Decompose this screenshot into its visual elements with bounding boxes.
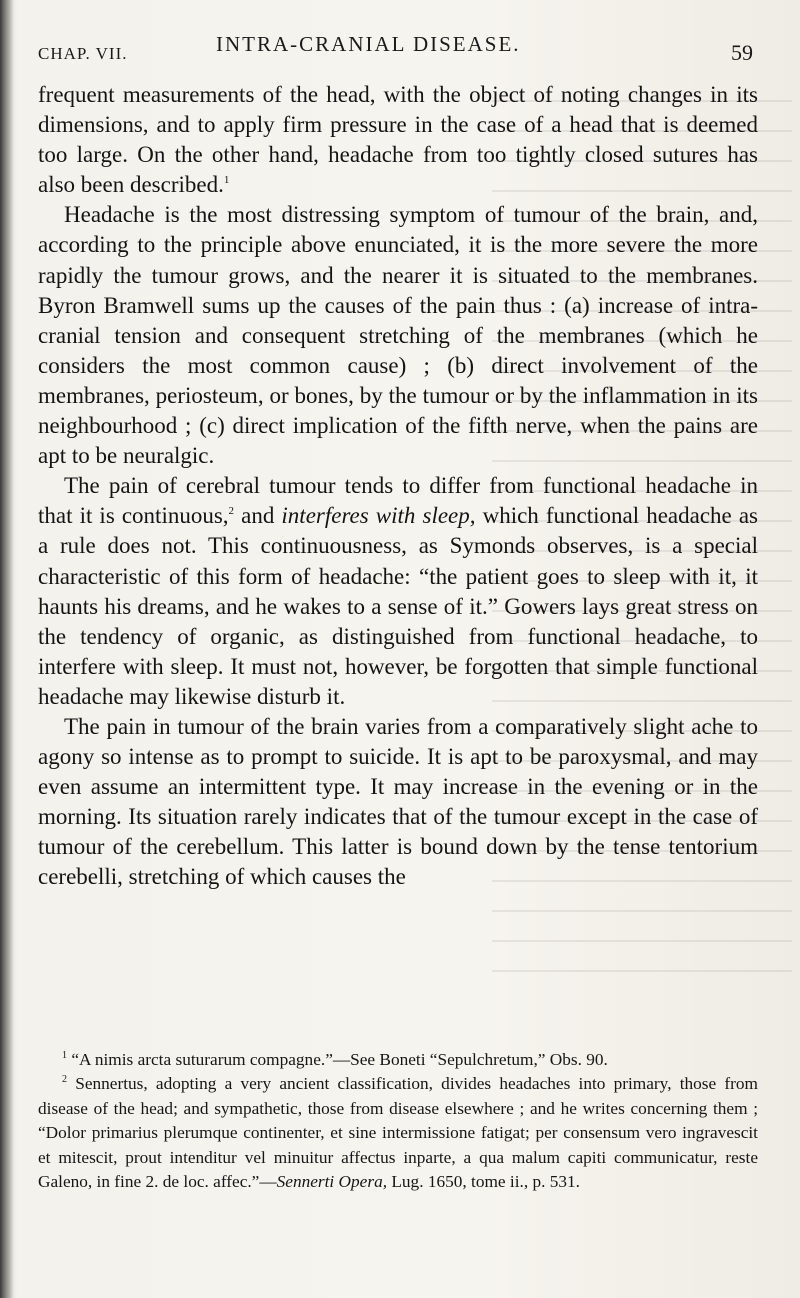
paragraph-3 [38,471,758,712]
footnotes [38,1048,758,1194]
running-title: INTRA-CRANIAL DISEASE. [216,32,521,56]
paragraph-3-emphasis: interferes with sleep, [281,503,476,529]
footnote-ref-1: 1 [223,174,230,187]
footnote-1-text: “A nimis arcta suturarum compagne.”—See Boneti “Sepulchretum,” Obs. 90. [71,1050,608,1069]
footnote-2 [38,1072,758,1194]
paragraph-1-text: frequent measurements of the head, with the object of noting changes in its dimensions, and to apply firm pressure in the case of a head that is deemed too large. On the other hand, headache from too tightly closed sutures has also been described. [38,82,758,198]
running-header [38,30,758,70]
page-number: 59 [731,40,753,65]
footnote-1-number: 1 [62,1050,67,1061]
chapter-label: CHAP. VII. [38,44,128,63]
paragraph-3-text-b: and [234,503,282,529]
paragraph-2: Headache is the most distressing symptom of tumour of the brain, and, according to the principle above enunciated, it is the more severe the more rapidly the tumour grows, and the nearer it is situated to the membranes. Byron Bramwell sums up the causes of the pain thus : (a) increase of intra-cranial tension and consequent stretching of the membranes (which he considers the most common cause) ; (b) direct involvement of the membranes, periosteum, or bones, by the tumour or by the inflammation in its neighbourhood ; (c) direct implication of the fifth nerve, when the pains are apt to be neuralgic. [38,202,758,469]
footnote-ref-2: 2 [228,505,235,518]
paragraph-3-text-c: which functional headache as a rule does not. This continuousness, as Symonds observes, is a special characteristic of this form of headache: “the patient goes to sleep with it, it haunts his dreams, and he wakes to a sense of it.” Gowers lays great stress on the tendency of organic, as distinguished from functional headache, to interfere with sleep. It must not, however, be forgotten that simple functional headache may likewise disturb it. [38,503,758,709]
binding-shadow [0,0,14,1298]
footnote-2-text-end: Lug. 1650, tome ii., p. 531. [387,1172,580,1192]
footnote-1 [38,1048,758,1072]
footnote-2-citation: Sennerti Opera, [276,1172,388,1192]
paragraph-1 [38,80,758,200]
body-text [38,80,758,893]
paragraph-3-text-a: The pain of cerebral tumour tends to differ from functional headache in that it is continuous, [38,473,758,529]
footnote-2-number: 2 [62,1074,67,1086]
footnote-2-text: Sennertus, adopting a very ancient classification, divides headaches into primary, those from disease of the head; and sympathetic, those from disease elsewhere ; and he writes concerning them ; “Dolor primarius plerumque continenter, et sine intermissione fatigat; per consensum vero ingravescit et mitescit, prout intenditur vel minuitur affectus inparte, a qua malum capiti communicatur, reste Galeno, in fine 2. de loc. affec.”— [38,1074,759,1192]
paragraph-4: The pain in tumour of the brain varies from a comparatively slight ache to agony so intense as to prompt to suicide. It is apt to be paroxysmal, and may even assume an intermittent type. It may increase in the evening or in the morning. Its situation rarely indicates that of the tumour except in the case of tumour of the cerebellum. This latter is bound down by the tense tentorium cerebelli, stretching of which causes the [38,713,758,890]
